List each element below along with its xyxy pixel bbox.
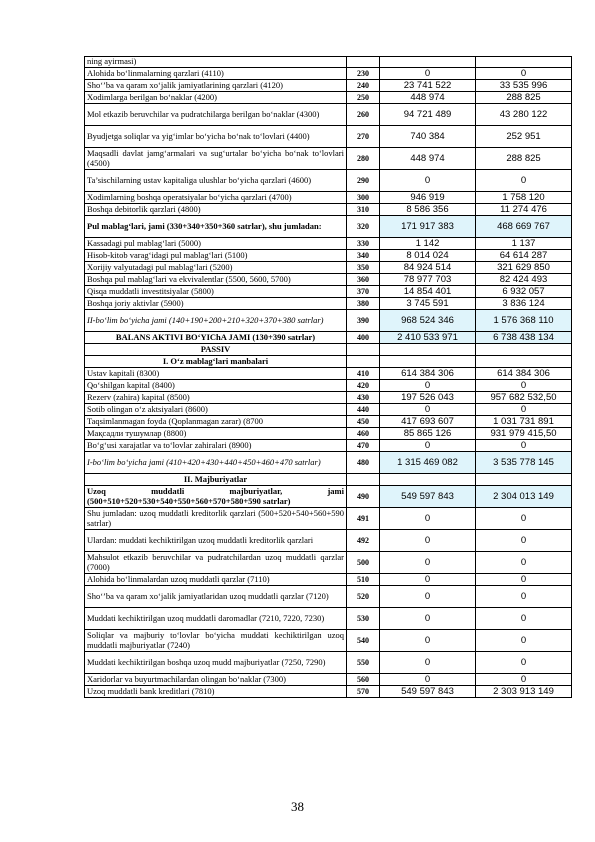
- table-row: [85, 686, 572, 698]
- table-row: [85, 216, 572, 238]
- row-label: Sotib olingan o‘z aktsiyalari (8600): [85, 404, 347, 416]
- value-start-of-period: 3 745 591: [380, 298, 476, 310]
- row-code: 280: [347, 148, 380, 170]
- value-start-of-period: 78 977 703: [380, 274, 476, 286]
- value-start-of-period: 0: [380, 380, 476, 392]
- value-end-of-period: [476, 356, 572, 368]
- value-start-of-period: 23 741 522: [380, 80, 476, 92]
- row-code: 570: [347, 686, 380, 698]
- value-end-of-period: 1 137: [476, 238, 572, 250]
- value-end-of-period: [476, 57, 572, 68]
- value-start-of-period: 0: [380, 508, 476, 530]
- row-code: 540: [347, 630, 380, 652]
- value-start-of-period: 85 865 126: [380, 428, 476, 440]
- row-code: 390: [347, 310, 380, 332]
- row-label: Ustav kapitali (8300): [85, 368, 347, 380]
- table-row: [85, 250, 572, 262]
- value-end-of-period: 3 535 778 145: [476, 452, 572, 474]
- table-row: [85, 262, 572, 274]
- value-start-of-period: 0: [380, 404, 476, 416]
- row-code: 520: [347, 586, 380, 608]
- value-end-of-period: 82 424 493: [476, 274, 572, 286]
- table-row: [85, 452, 572, 474]
- value-start-of-period: [380, 356, 476, 368]
- table-row: [85, 380, 572, 392]
- table-row: [85, 574, 572, 586]
- table-row: [85, 530, 572, 552]
- value-start-of-period: 1 142: [380, 238, 476, 250]
- value-start-of-period: 197 526 043: [380, 392, 476, 404]
- value-end-of-period: 931 979 415,50: [476, 428, 572, 440]
- value-end-of-period: 43 280 122: [476, 104, 572, 126]
- row-label: Taqsimlanmagan foyda (Qoplanmagan zarar) (8700: [85, 416, 347, 428]
- row-label: Muddati kechiktirilgan boshqa uzoq mudd majburiyatlar (7250, 7290): [85, 652, 347, 674]
- row-code: 560: [347, 674, 380, 686]
- value-end-of-period: 6 738 438 134: [476, 332, 572, 344]
- table-row: [85, 170, 572, 192]
- table-row: [85, 126, 572, 148]
- table-row: [85, 104, 572, 126]
- value-start-of-period: 0: [380, 630, 476, 652]
- row-code: 460: [347, 428, 380, 440]
- row-label: Byudjetga soliqlar va yig‘imlar bo‘yicha bo‘nak to‘lovlari (4400): [85, 126, 347, 148]
- value-end-of-period: 0: [476, 380, 572, 392]
- table-row: [85, 356, 572, 368]
- row-code: [347, 57, 380, 68]
- row-label: Kassadagi pul mablag‘lari (5000): [85, 238, 347, 250]
- value-start-of-period: 740 384: [380, 126, 476, 148]
- row-code: 270: [347, 126, 380, 148]
- row-label: Uzoq muddatli majburiyatlar, jami (500+510+520+530+540+550+560+570+580+590 satrlar): [85, 486, 347, 508]
- row-code: 440: [347, 404, 380, 416]
- value-end-of-period: 0: [476, 652, 572, 674]
- row-code: 310: [347, 204, 380, 216]
- value-start-of-period: 84 924 514: [380, 262, 476, 274]
- value-end-of-period: 0: [476, 674, 572, 686]
- table-row: [85, 310, 572, 332]
- value-end-of-period: 0: [476, 68, 572, 80]
- row-label: Alohida bo‘linmalarning qarzlari (4110): [85, 68, 347, 80]
- table-row: [85, 652, 572, 674]
- row-code: 430: [347, 392, 380, 404]
- value-start-of-period: 94 721 489: [380, 104, 476, 126]
- row-code: 510: [347, 574, 380, 586]
- row-code: 320: [347, 216, 380, 238]
- row-code: 340: [347, 250, 380, 262]
- value-start-of-period: [380, 57, 476, 68]
- value-start-of-period: 0: [380, 674, 476, 686]
- value-end-of-period: 0: [476, 170, 572, 192]
- row-code: 260: [347, 104, 380, 126]
- balance-sheet-table: [84, 56, 572, 698]
- value-end-of-period: 0: [476, 586, 572, 608]
- row-code: 492: [347, 530, 380, 552]
- table-row: [85, 674, 572, 686]
- value-start-of-period: 417 693 607: [380, 416, 476, 428]
- value-start-of-period: 0: [380, 440, 476, 452]
- row-code: 550: [347, 652, 380, 674]
- value-end-of-period: 1 031 731 891: [476, 416, 572, 428]
- row-label: Soliqlar va majburiy to‘lovlar bo‘yicha muddati kechiktirilgan uzoq muddatli majburiyatlar (7240): [85, 630, 347, 652]
- value-start-of-period: 614 384 306: [380, 368, 476, 380]
- row-label: Shu jumladan: uzoq muddatli kreditorlik qarzlari (500+520+540+560+590 satrlar): [85, 508, 347, 530]
- row-label: BALANS AKTIVI BO‘YIChA JAMI (130+390 satrlar): [85, 332, 347, 344]
- value-end-of-period: 2 304 013 149: [476, 486, 572, 508]
- value-start-of-period: 549 597 843: [380, 686, 476, 698]
- table-row: [85, 474, 572, 486]
- value-start-of-period: 8 014 024: [380, 250, 476, 262]
- row-label: Maqsadli davlat jamg‘armalari va sug‘urtalar bo‘yicha bo‘nak to‘lovlari (4500): [85, 148, 347, 170]
- row-code: 500: [347, 552, 380, 574]
- value-start-of-period: 0: [380, 574, 476, 586]
- row-label: Mol etkazib beruvchilar va pudratchilarga berilgan bo‘naklar (4300): [85, 104, 347, 126]
- row-label: Alohida bo‘linmalardan uzoq muddatli qarzlar (7110): [85, 574, 347, 586]
- table-row: [85, 428, 572, 440]
- table-row: [85, 80, 572, 92]
- row-label: Ta’sischilarning ustav kapitaliga ulushlar bo‘yicha qarzlari (4600): [85, 170, 347, 192]
- value-start-of-period: 946 919: [380, 192, 476, 204]
- row-label: Uzoq muddatli bank kreditlari (7810): [85, 686, 347, 698]
- table-row: [85, 344, 572, 356]
- value-end-of-period: 288 825: [476, 92, 572, 104]
- value-start-of-period: 0: [380, 530, 476, 552]
- table-row: [85, 586, 572, 608]
- value-start-of-period: [380, 344, 476, 356]
- row-code: 530: [347, 608, 380, 630]
- table-row: [85, 238, 572, 250]
- row-code: [347, 356, 380, 368]
- row-code: 400: [347, 332, 380, 344]
- value-end-of-period: 468 669 767: [476, 216, 572, 238]
- table-row: [85, 298, 572, 310]
- row-code: 491: [347, 508, 380, 530]
- table-row: [85, 404, 572, 416]
- value-start-of-period: 448 974: [380, 148, 476, 170]
- value-start-of-period: 8 586 356: [380, 204, 476, 216]
- value-end-of-period: 2 303 913 149: [476, 686, 572, 698]
- page-number: 38: [291, 799, 304, 814]
- value-start-of-period: 968 524 346: [380, 310, 476, 332]
- row-label: I-bo‘lim bo‘yicha jami (410+420+430+440+450+460+470 satrlar): [85, 452, 347, 474]
- value-end-of-period: 288 825: [476, 148, 572, 170]
- value-end-of-period: 6 932 057: [476, 286, 572, 298]
- table-row: [85, 486, 572, 508]
- table-row: [85, 368, 572, 380]
- table-row: [85, 92, 572, 104]
- row-label: Xaridorlar va buyurtmachilardan olingan bo‘naklar (7300): [85, 674, 347, 686]
- value-end-of-period: [476, 474, 572, 486]
- value-end-of-period: 3 836 124: [476, 298, 572, 310]
- table-row: [85, 148, 572, 170]
- table-row: [85, 57, 572, 68]
- value-start-of-period: 1 315 469 082: [380, 452, 476, 474]
- row-code: 420: [347, 380, 380, 392]
- row-code: 250: [347, 92, 380, 104]
- row-code: 380: [347, 298, 380, 310]
- table-row: [85, 274, 572, 286]
- value-start-of-period: 0: [380, 68, 476, 80]
- table-row: [85, 286, 572, 298]
- row-label: Muddati kechiktirilgan uzoq muddatli daromadlar (7210, 7220, 7230): [85, 608, 347, 630]
- row-code: 230: [347, 68, 380, 80]
- value-end-of-period: [476, 344, 572, 356]
- value-end-of-period: 0: [476, 552, 572, 574]
- row-label: Mahsulot etkazib beruvchilar va pudratchilardan uzoq muddatli qarzlar (7000): [85, 552, 347, 574]
- value-end-of-period: 1 576 368 110: [476, 310, 572, 332]
- value-start-of-period: 2 410 533 971: [380, 332, 476, 344]
- table-row: [85, 192, 572, 204]
- row-label: Мақсадли тушумлар (8800): [85, 428, 347, 440]
- row-label: II-bo‘lim bo‘yicha jami (140+190+200+210+320+370+380 satrlar): [85, 310, 347, 332]
- value-start-of-period: 0: [380, 608, 476, 630]
- value-start-of-period: 0: [380, 170, 476, 192]
- table-row: [85, 416, 572, 428]
- row-label: Xodimlarning boshqa operatsiyalar bo‘yicha qarzlari (4700): [85, 192, 347, 204]
- row-label: Hisob-kitob varag‘idagi pul mablag‘lari (5100): [85, 250, 347, 262]
- value-end-of-period: 321 629 850: [476, 262, 572, 274]
- table-row: [85, 204, 572, 216]
- value-start-of-period: 0: [380, 652, 476, 674]
- row-label: Ulardan: muddati kechiktirilgan uzoq muddatli kreditorlik qarzlari: [85, 530, 347, 552]
- row-label: II. Majburiyatlar: [85, 474, 347, 486]
- row-code: 480: [347, 452, 380, 474]
- row-label: Boshqa debitorlik qarzlari (4800): [85, 204, 347, 216]
- row-label: PASSIV: [85, 344, 347, 356]
- value-end-of-period: 0: [476, 608, 572, 630]
- table-row: [85, 552, 572, 574]
- row-code: 290: [347, 170, 380, 192]
- value-start-of-period: 0: [380, 552, 476, 574]
- value-end-of-period: 0: [476, 404, 572, 416]
- row-code: 450: [347, 416, 380, 428]
- table-row: [85, 630, 572, 652]
- balance-sheet-body: [85, 57, 572, 698]
- value-end-of-period: 64 614 287: [476, 250, 572, 262]
- row-code: 240: [347, 80, 380, 92]
- value-end-of-period: 1 758 120: [476, 192, 572, 204]
- table-row: [85, 440, 572, 452]
- row-label: ning ayirmasi): [85, 57, 347, 68]
- row-label: Boshqa pul mablag‘lari va ekvivalentlar (5500, 5600, 5700): [85, 274, 347, 286]
- value-end-of-period: 0: [476, 574, 572, 586]
- row-label: I. O‘z mablag‘lari manbalari: [85, 356, 347, 368]
- row-label: Sho‘’ba va qaram xo‘jalik jamiyatlaridan uzoq muddatli qarzlar (7120): [85, 586, 347, 608]
- row-label: Xodimlarga berilgan bo‘naklar (4200): [85, 92, 347, 104]
- value-end-of-period: 0: [476, 508, 572, 530]
- table-row: [85, 332, 572, 344]
- table-row: [85, 508, 572, 530]
- value-end-of-period: 252 951: [476, 126, 572, 148]
- row-code: 300: [347, 192, 380, 204]
- row-code: 410: [347, 368, 380, 380]
- value-end-of-period: 614 384 306: [476, 368, 572, 380]
- row-code: 490: [347, 486, 380, 508]
- row-code: [347, 474, 380, 486]
- value-end-of-period: 0: [476, 530, 572, 552]
- value-start-of-period: 171 917 383: [380, 216, 476, 238]
- table-row: [85, 392, 572, 404]
- value-start-of-period: 549 597 843: [380, 486, 476, 508]
- row-code: 330: [347, 238, 380, 250]
- row-code: 360: [347, 274, 380, 286]
- row-label: Qo‘shilgan kapital (8400): [85, 380, 347, 392]
- row-code: 350: [347, 262, 380, 274]
- value-start-of-period: 448 974: [380, 92, 476, 104]
- row-code: [347, 344, 380, 356]
- table-row: [85, 68, 572, 80]
- row-label: Pul mablag‘lari, jami (330+340+350+360 satrlar), shu jumladan:: [85, 216, 347, 238]
- value-end-of-period: 11 274 476: [476, 204, 572, 216]
- value-end-of-period: 957 682 532,50: [476, 392, 572, 404]
- table-row: [85, 608, 572, 630]
- value-end-of-period: 0: [476, 440, 572, 452]
- row-label: Sho‘’ba va qaram xo‘jalik jamiyatlarining qarzlari (4120): [85, 80, 347, 92]
- row-code: 370: [347, 286, 380, 298]
- value-end-of-period: 33 535 996: [476, 80, 572, 92]
- value-start-of-period: 0: [380, 586, 476, 608]
- row-label: Xorijiy valyutadagi pul mablag‘lari (5200): [85, 262, 347, 274]
- row-label: Boshqa joriy aktivlar (5900): [85, 298, 347, 310]
- row-label: Bo‘g‘usi xarajatlar va to‘lovlar zahiralari (8900): [85, 440, 347, 452]
- value-start-of-period: [380, 474, 476, 486]
- row-label: Rezerv (zahira) kapital (8500): [85, 392, 347, 404]
- row-code: 470: [347, 440, 380, 452]
- value-start-of-period: 14 854 401: [380, 286, 476, 298]
- row-label: Qisqa muddatli investitsiyalar (5800): [85, 286, 347, 298]
- value-end-of-period: 0: [476, 630, 572, 652]
